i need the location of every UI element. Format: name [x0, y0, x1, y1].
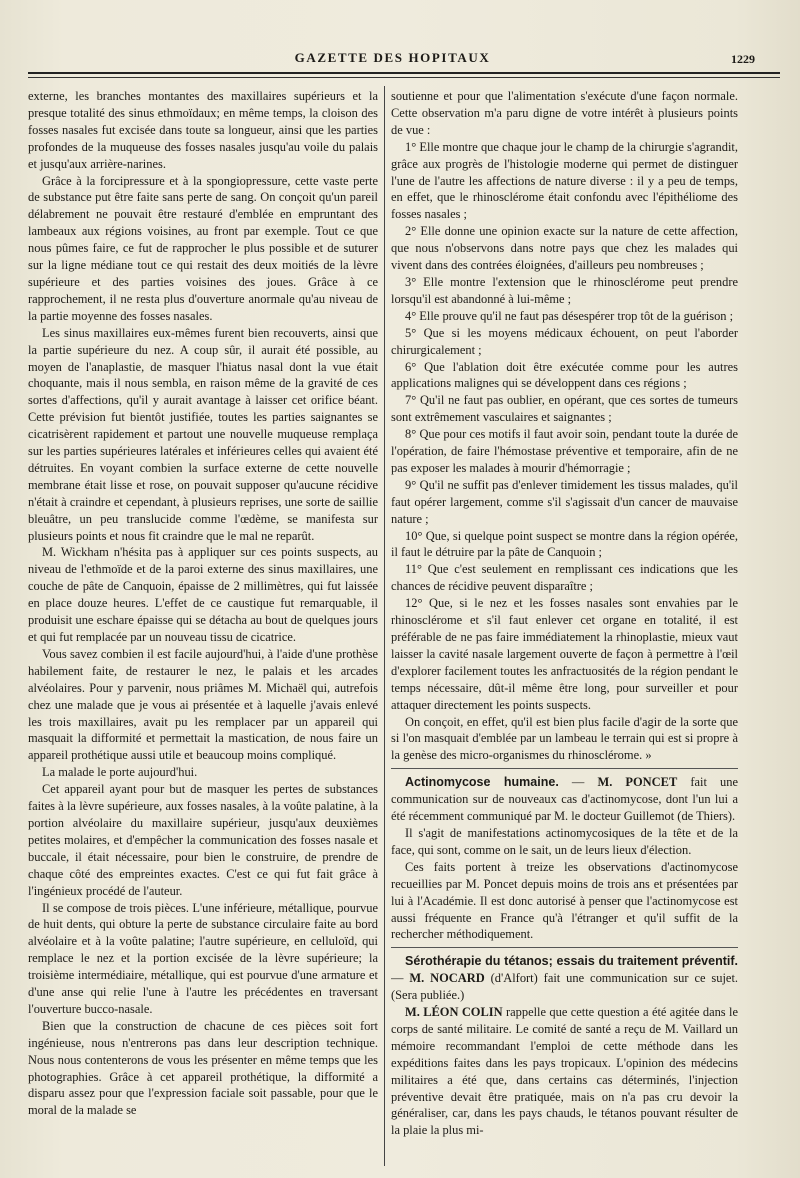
left-column — [28, 88, 378, 1158]
body-paragraph: Grâce à la forcipressure et à la spongiopressure, cette vaste perte de substance put être faite sans perte de sang. On conçoit qu'un pareil délabrement ne pouvait être restauré d'emblée en empruntant des lambeaux aux régions voisines, au front par exemple. Tout ce que nous pûmes faire, ce fut de rapprocher le plus possible et de suturer sur la ligne médiane tout ce qui restait des deux moitiés de la lèvre supérieure et des parties voisines des joues. Grâce à ce rapprochement, il ne resta plus d'ouverture anormale qu'au niveau de la partie moyenne des fosses nasales. — [28, 173, 378, 323]
list-item: 2° Elle donne une opinion exacte sur la nature de cette affection, que nous n'observons dans notre pays que chez les malades qui vivent dans des contrées éloignées, d'ailleurs peu nombreuses ; — [391, 224, 738, 273]
dash: — — [391, 971, 410, 986]
list-item: 3° Elle montre l'extension que le rhinosclérome peut prendre lorsqu'il est abandonné à lui-même ; — [391, 274, 738, 306]
section-heading: Actinomycose humaine. — [405, 775, 559, 790]
header-rule-thick — [28, 72, 780, 74]
page-number: 1229 — [731, 52, 755, 66]
body-paragraph: Bien que la construction de chacune de ces pièces soit fort ingénieuse, nous n'entrerons pas dans leur description technique. Nous nous contenterons de vous les présenter en même temps que les photographies. Grâce à cet appareil prothétique, la difformité a disparu assez pour que l'expression faciale soit passable, pour que le moral de la malade se — [28, 1018, 378, 1118]
dash: — — [558, 775, 598, 790]
list-item: 10° Que, si quelque point suspect se montre dans la région opérée, il faut le détruire par la pâte de Canquoin ; — [391, 528, 738, 560]
body-paragraph: Ces faits portent à treize les observations d'actinomycose recueillies par M. Poncet depuis moins de trois ans et présentées par lui à l'Académie. Il est donc autorisé à penser que l'actinomycose est aussi fréquente en France qu'à l'étranger et qu'il suffit de la rechercher méthodiquement. — [391, 859, 738, 942]
list-item: 8° Que pour ces motifs il faut avoir soin, pendant toute la durée de l'opération, de faire l'hémostase préventive et temporaire, afin de ne pas exposer les malades à mourir d'hémorragie ; — [391, 427, 738, 475]
list-item: 11° Que c'est seulement en remplissant ces indications que les chances de récidive peuvent disparaître ; — [391, 562, 738, 594]
section-rule — [391, 947, 738, 948]
page-header — [30, 50, 755, 70]
list-item: 5° Que si les moyens médicaux échouent, on peut l'aborder chirurgicalement ; — [391, 325, 738, 357]
body-paragraph: Il se compose de trois pièces. L'une inférieure, métallique, pourvue de huit dents, qui obture la perte de substance circulaire faite au bord alvéolaire et à la voûte palatine; l'autre supérieure, en celluloïd, qui remplace le nez et la portion excisée de la lèvre supérieure; la troisième intermédiaire, métallique, qui est pourvue d'une armature et d'une anse qui relie l'une à l'autre les précédentes en traversant l'ouverture bucco-nasale. — [28, 900, 378, 1016]
body-paragraph: M. Wickham n'hésita pas à appliquer sur ces points suspects, au niveau de l'ethmoïde et de la paroi externe des sinus maxillaires, une couche de pâte de Canquoin, épaisse de 2 millimètres, qui fut laissée en place douze heures. L'effet de ce caustique fut remarquable, il produisit une eschare épaisse qui se détacha au bout de quelques jours et qui fut remplacée par un nouveau tissu de cicatrice. — [28, 545, 378, 644]
actinomycose-section — [391, 774, 738, 825]
list-item: 9° Qu'il ne suffit pas d'enlever timidement les tissus malades, qu'il faut opérer largement, comme s'il s'agissait d'un cancer de mauvaise nature ; — [391, 477, 738, 526]
section-text: (d'Alfort) fait une communication sur ce sujet. (Sera publiée.) — [391, 971, 738, 1003]
list-item: 6° Que l'ablation doit être exécutée comme pour les autres applications malignes qui se développent dans ces régions ; — [391, 359, 738, 391]
list-item: 4° Elle prouve qu'il ne faut pas désespérer trop tôt de la guérison ; — [405, 308, 734, 323]
body-paragraph: soutienne et pour que l'alimentation s'exécute d'une façon normale. Cette observation m'a paru digne de votre intérêt à plusieurs points de vue : — [391, 89, 738, 137]
journal-title: GAZETTE DES HOPITAUX — [294, 50, 491, 65]
body-paragraph: La malade le porte aujourd'hui. — [42, 765, 198, 780]
section-text: fait une communication sur de nouveaux cas d'actinomycose, dont l'un lui a été récemment communiqué par M. le docteur Guillemot (de Thiers). — [391, 775, 738, 824]
speaker-name: M. PONCET — [597, 775, 678, 790]
speaker-name: M. LÉON COLIN — [405, 1005, 503, 1020]
list-item: 1° Elle montre que chaque jour le champ de la chirurgie s'agrandit, grâce aux progrès de l'histologie moderne qui permet de distinguer l'une de l'autre les affections de nature diverse : il y a peu de temps, en effet, que le rhinosclérome était confondu avec l'épithéliome des fosses nasales ; — [391, 139, 738, 222]
serotherapie-section — [391, 953, 738, 1004]
body-paragraph: Les sinus maxillaires eux-mêmes furent bien recouverts, ainsi que la partie supérieure du nez. A coup sûr, il aurait été possible, au moyen de l'anaplastie, de masquer l'hiatus nasal dont la vue était choquante, mais il nous sembla, en raison même de la gravité de ces sortes d'affections, qu'il y aurait avantage à laisser cet orifice béant. Cette prévision fut bientôt justifiée, toutes les parties saignantes se cicatrisèrent rapidement et partout une nouvelle muqueuse remplaça sur les parties supérieures latérales et inférieures celles qui avaient été détruites. En voyant combien la surface externe de cette nouvelle membrane était lisse et rose, on pouvait supposer qu'aucune récidive n'était à craindre et cependant, à plusieurs reprises, une sorte de saillie bleuâtre, un peu translucide comme l'œdème, se manifesta sur plusieurs points et nous fit craindre que le mal ne reparût. — [28, 325, 378, 543]
body-paragraph: externe, les branches montantes des maxillaires supérieurs et la presque totalité des sinus ethmoïdaux; en même temps, la cloison des fosses nasales fut excisée dans toute sa longueur, ainsi que les parties profondes de la muqueuse des fosses nasales jusqu'au voile du palais et jusqu'aux arrière-narines. — [28, 89, 378, 171]
body-paragraph: Vous savez combien il est facile aujourd'hui, à l'aide d'une prothèse habilement faite, de restaurer le nez, le palais et les arcades alvéolaires. Pour y parvenir, nous priâmes M. Michaël qui, autrefois chez une malade que je vous ai présentée et à laquelle j'avais enlevé les trois maxillaires, avait pu les remplacer par un appareil qui masquait la difformité et permettait la mastication, de nous faire un appareil prothétique aussi utile et beaucoup moins compliqué. — [28, 646, 378, 763]
speaker-name: M. NOCARD — [409, 971, 485, 986]
right-column — [391, 88, 738, 1158]
list-item: 12° Que, si le nez et les fosses nasales sont envahies par le rhinosclérome et s'il faut enlever cet organe en totalité, il est préférable de ne pas faire immédiatement la rhinoplastie, mieux vaut laisser la cavité nasale largement ouverte de façon à permettre à l'œil d'explorer facilement toutes les anfractuosités de la région pendant le temps nécessaire, dût-il même être long, pour surveiller et pour attaquer directement les points suspects. — [391, 596, 738, 712]
section-text: rappelle que cette question a été agitée dans le corps de santé militaire. Le comité de santé a reçu de M. Vaillard un mémoire recommandant l'emploi de cette méthode dans les expéditions faites dans les pays tropicaux. L'opinion des médecins militaires a été que, dans certains cas déterminés, l'injection préventive devait être pratiquée, mais on n'a pas cru devoir la généraliser, car, dans les pays chauds, le tétanos pouvant résulter de la plaie la plus mi- — [391, 1005, 738, 1138]
colin-paragraph — [391, 1004, 738, 1139]
column-divider — [384, 86, 385, 1166]
body-paragraph: Il s'agit de manifestations actinomycosiques de la tête et de la face, qui sont, comme on le sait, un de leurs lieux d'élection. — [391, 825, 738, 857]
section-rule — [391, 768, 738, 769]
body-paragraph: Cet appareil ayant pour but de masquer les pertes de substances faites à la lèvre supérieure, aux fosses nasales, à la voûte palatine, à la portion alvéolaire du maxillaire supérieur, jusqu'aux deuxièmes petites molaires, et d'empêcher la communication des fosses nasale et buccale, il était nécessaire, pour bien le construire, de prendre de chaque côté des empreintes exactes. C'est ce qui fut fait grâce à l'ingénieux procédé de l'auteur. — [28, 782, 378, 898]
list-item: 7° Qu'il ne faut pas oublier, en opérant, que ces sortes de tumeurs sont extrêmement vasculaires et saignantes ; — [391, 393, 738, 425]
section-heading: Sérothérapie du tétanos; essais du traitement préventif. — [405, 954, 738, 969]
body-paragraph: On conçoit, en effet, qu'il est bien plus facile d'agir de la sorte que si l'on masquait d'emblée par un lambeau le terrain qui est si propre à la genèse des micro-organismes du rhinosclérome. » — [391, 714, 738, 763]
header-rule-thin — [28, 77, 780, 78]
